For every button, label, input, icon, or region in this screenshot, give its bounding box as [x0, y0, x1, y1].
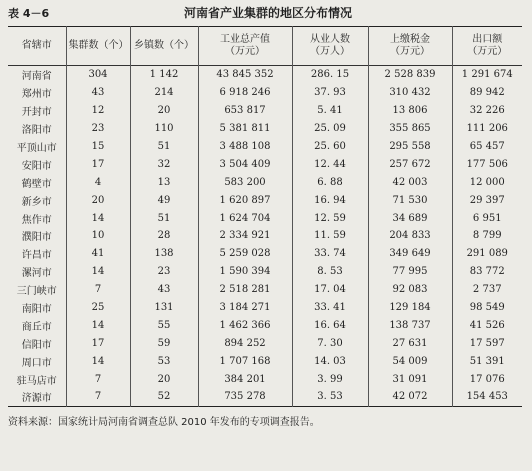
column-header-label: 工业总产值: [220, 34, 270, 45]
table-caption: [8, 4, 522, 26]
table-row: [8, 209, 522, 227]
table-cell: 7: [66, 370, 130, 388]
table-cell: 257 672: [368, 155, 452, 173]
table-cell: 355 865: [368, 120, 452, 138]
table-cell: 51: [130, 138, 198, 156]
table-cell: 43: [130, 281, 198, 299]
row-label-cell: 洛阳市: [21, 125, 52, 137]
table-cell: 51 391: [452, 352, 522, 370]
table-cell: 2 737: [452, 281, 522, 299]
table-row: [8, 84, 522, 102]
row-label-cell: 河南省: [21, 71, 52, 83]
table-cell: 15: [66, 138, 130, 156]
row-label-cell: 南阳市: [21, 304, 52, 316]
table-row: [8, 334, 522, 352]
table-cell: 7: [66, 388, 130, 406]
table-cell: 55: [130, 316, 198, 334]
column-header: [8, 27, 66, 66]
table-cell: 20: [130, 370, 198, 388]
column-header: [198, 27, 292, 66]
table-cell: 3. 53: [292, 388, 368, 406]
table-cell: 17: [66, 334, 130, 352]
table-cell: 98 549: [452, 299, 522, 317]
table-cell: 10: [66, 227, 130, 245]
column-header: [130, 27, 198, 66]
table-cell: 17: [66, 155, 130, 173]
table-cell: 894 252: [198, 334, 292, 352]
table-cell: 3 504 409: [198, 155, 292, 173]
table-cell: 25. 09: [292, 120, 368, 138]
table-row: [8, 120, 522, 138]
table-cell: 52: [130, 388, 198, 406]
row-label-cell: 漯河市: [21, 268, 52, 280]
table-cell: 51: [130, 209, 198, 227]
table-cell: 3 184 271: [198, 299, 292, 317]
column-header-label: 集群数（个）: [68, 40, 129, 51]
column-header-label: 省辖市: [21, 40, 52, 51]
table-cell: 204 833: [368, 227, 452, 245]
table-cell: 27 631: [368, 334, 452, 352]
table-cell: 17 076: [452, 370, 522, 388]
source-note: 资料来源：国家统计局河南省调查总队 2010 年发布的专项调查报告。: [8, 416, 320, 428]
table-cell: 7. 30: [292, 334, 368, 352]
table-cell: 28: [130, 227, 198, 245]
table-cell: 2 334 921: [198, 227, 292, 245]
table-cell: 214: [130, 84, 198, 102]
table-cell: 295 558: [368, 138, 452, 156]
table-cell: 34 689: [368, 209, 452, 227]
table-cell: 1 590 394: [198, 263, 292, 281]
table-cell: 13: [130, 173, 198, 191]
table-number: 表 4－6: [8, 7, 50, 20]
table-cell: 12. 59: [292, 209, 368, 227]
table-cell: 53: [130, 352, 198, 370]
table-cell: 1 142: [130, 66, 198, 84]
table-cell: 6 951: [452, 209, 522, 227]
header-row: [8, 27, 522, 66]
table-cell: 653 817: [198, 102, 292, 120]
table-cell: 5 381 811: [198, 120, 292, 138]
table-cell: 89 942: [452, 84, 522, 102]
table-cell: 4: [66, 173, 130, 191]
table-cell: 83 772: [452, 263, 522, 281]
column-header: [452, 27, 522, 66]
table-row: [8, 299, 522, 317]
row-label-cell: 郑州市: [21, 89, 52, 101]
row-label-cell: 焦作市: [21, 214, 52, 226]
table-cell: 29 397: [452, 191, 522, 209]
column-header-label: 乡镇数（个）: [134, 40, 194, 51]
column-header: [66, 27, 130, 66]
table-cell: 1 291 674: [452, 66, 522, 84]
table-cell: 23: [66, 120, 130, 138]
table-cell: 77 995: [368, 263, 452, 281]
table-row: [8, 138, 522, 156]
table-cell: 17 597: [452, 334, 522, 352]
table-row: [8, 388, 522, 406]
table-cell: 49: [130, 191, 198, 209]
table-cell: 8 799: [452, 227, 522, 245]
table-cell: 12. 44: [292, 155, 368, 173]
table-cell: 16. 94: [292, 191, 368, 209]
table-cell: 32 226: [452, 102, 522, 120]
table-cell: 304: [66, 66, 130, 84]
column-header-label: 从业人数: [310, 34, 350, 45]
table-cell: 32: [130, 155, 198, 173]
table-cell: 14: [66, 352, 130, 370]
column-header: [292, 27, 368, 66]
table-cell: 41: [66, 245, 130, 263]
row-label-cell: 平顶山市: [16, 143, 57, 154]
table-cell: 5. 41: [292, 102, 368, 120]
data-table: [8, 26, 522, 407]
table-cell: 16. 64: [292, 316, 368, 334]
row-label-cell: 安阳市: [21, 160, 52, 172]
table-cell: 33. 74: [292, 245, 368, 263]
table-cell: 20: [66, 191, 130, 209]
table-cell: 42 003: [368, 173, 452, 191]
table-row: [8, 316, 522, 334]
table-body: [8, 66, 522, 407]
table-cell: 735 278: [198, 388, 292, 406]
table-cell: 23: [130, 263, 198, 281]
table-row: [8, 245, 522, 263]
table-cell: 14: [66, 263, 130, 281]
table-cell: 12: [66, 102, 130, 120]
row-label-cell: 商丘市: [21, 321, 52, 333]
table-row: [8, 173, 522, 191]
row-label-cell: 开封市: [21, 107, 52, 119]
table-row: [8, 263, 522, 281]
table-cell: 43: [66, 84, 130, 102]
table-cell: 2 518 281: [198, 281, 292, 299]
table-cell: 6. 88: [292, 173, 368, 191]
table-cell: 7: [66, 281, 130, 299]
table-cell: 349 649: [368, 245, 452, 263]
row-label-cell: 三门峡市: [16, 286, 57, 298]
table-cell: 13 806: [368, 102, 452, 120]
table-cell: 11. 59: [292, 227, 368, 245]
table-cell: 33. 41: [292, 299, 368, 317]
table-cell: 42 072: [368, 388, 452, 406]
table-row: [8, 370, 522, 388]
table-cell: 583 200: [198, 173, 292, 191]
table-row: [8, 66, 522, 84]
table-cell: 138 737: [368, 316, 452, 334]
table-cell: 110: [130, 120, 198, 138]
table-cell: 138: [130, 245, 198, 263]
table-cell: 31 091: [368, 370, 452, 388]
table-cell: 1 620 897: [198, 191, 292, 209]
table-cell: 154 453: [452, 388, 522, 406]
table-cell: 25. 60: [292, 138, 368, 156]
row-label-cell: 鹤壁市: [21, 178, 52, 190]
table-cell: 2 528 839: [368, 66, 452, 84]
table-cell: 14: [66, 316, 130, 334]
row-label-cell: 驻马店市: [16, 375, 57, 387]
row-label-cell: 濮阳市: [21, 232, 52, 244]
table-cell: 177 506: [452, 155, 522, 173]
table-row: [8, 227, 522, 245]
row-label-cell: 许昌市: [21, 250, 52, 262]
table-cell: 17. 04: [292, 281, 368, 299]
table-cell: 291 089: [452, 245, 522, 263]
table-cell: 65 457: [452, 138, 522, 156]
table-row: [8, 102, 522, 120]
table-cell: 37. 93: [292, 84, 368, 102]
table-cell: 43 845 352: [198, 66, 292, 84]
table-cell: 1 462 366: [198, 316, 292, 334]
table-title: 河南省产业集群的地区分布情况: [183, 6, 352, 20]
table-cell: 6 918 246: [198, 84, 292, 102]
table-cell: 1 707 168: [198, 352, 292, 370]
table-cell: 92 083: [368, 281, 452, 299]
row-label-cell: 周口市: [21, 357, 52, 369]
row-label-cell: 信阳市: [21, 339, 52, 351]
table-row: [8, 191, 522, 209]
row-label-cell: 新乡市: [21, 196, 52, 208]
row-label-cell: 济源市: [21, 393, 52, 405]
table-cell: 14. 03: [292, 352, 368, 370]
table-row: [8, 352, 522, 370]
table-cell: 3 488 108: [198, 138, 292, 156]
table-cell: 5 259 028: [198, 245, 292, 263]
table-cell: 20: [130, 102, 198, 120]
table-cell: 41 526: [452, 316, 522, 334]
table-cell: 3. 99: [292, 370, 368, 388]
table-cell: 129 184: [368, 299, 452, 317]
column-header-unit: （万人）: [310, 46, 350, 57]
column-header-label: 上缴税金: [390, 34, 430, 45]
column-header: [368, 27, 452, 66]
table-cell: 71 530: [368, 191, 452, 209]
table-cell: 131: [130, 299, 198, 317]
table-row: [8, 281, 522, 299]
table-row: [8, 155, 522, 173]
column-header-unit: （万元）: [390, 46, 430, 57]
table-cell: 310 432: [368, 84, 452, 102]
table-cell: 1 624 704: [198, 209, 292, 227]
table-cell: 12 000: [452, 173, 522, 191]
table-cell: 384 201: [198, 370, 292, 388]
table-cell: 25: [66, 299, 130, 317]
table-cell: 286. 15: [292, 66, 368, 84]
column-header-unit: （万元）: [467, 46, 508, 57]
table-cell: 111 206: [452, 120, 522, 138]
table-cell: 54 009: [368, 352, 452, 370]
column-header-unit: （万元）: [225, 46, 265, 57]
table-cell: 14: [66, 209, 130, 227]
table-cell: 8. 53: [292, 263, 368, 281]
column-header-label: 出口额: [472, 34, 503, 45]
table-cell: 59: [130, 334, 198, 352]
